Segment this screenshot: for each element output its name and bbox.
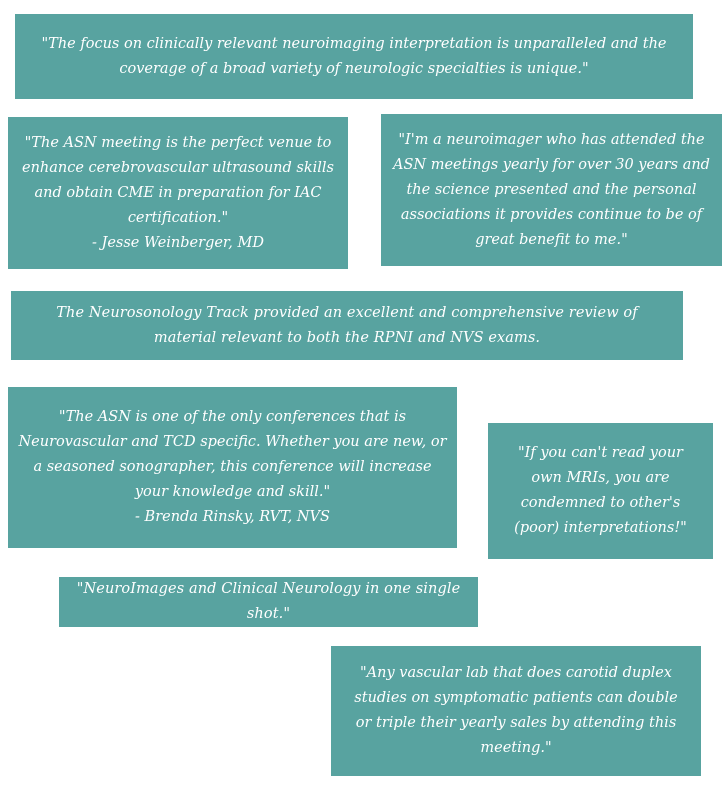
testimonial-author: - Jesse Weinberger, MD (92, 234, 264, 251)
testimonial-quote: "NeuroImages and Clinical Neurology in one single shot." (76, 581, 461, 622)
testimonial-quote: The Neurosonology Track provided an excellent and comprehensive review of material relevant to both the RPNI and NVS exams. (56, 304, 638, 346)
testimonial-card (15, 14, 693, 99)
testimonial-quote: "The ASN meeting is the perfect venue to enhance cerebrovascular ultrasound skills and obtain CME in preparation for IAC certification." (22, 134, 334, 226)
testimonial-card (8, 117, 348, 269)
testimonial-quote: "The focus on clinically relevant neuroimaging interpretation is unparalleled and the coverage of a broad variety of neurologic specialties is unique." (41, 35, 667, 77)
testimonial-card (331, 646, 701, 776)
testimonial-quote: "If you can't read your own MRIs, you are condemned to other's (poor) interpretations!" (514, 445, 687, 536)
testimonial-quote: "Any vascular lab that does carotid duplex studies on symptomatic patients can double or triple their yearly sales by attending this meeting." (354, 665, 678, 756)
testimonial-author: - Brenda Rinsky, RVT, NVS (135, 509, 330, 525)
testimonial-card (11, 291, 683, 360)
testimonial-card (381, 114, 722, 266)
testimonial-card (8, 387, 457, 548)
testimonial-card (59, 577, 478, 627)
testimonial-card (488, 423, 713, 559)
testimonial-quote: "I'm a neuroimager who has attended the ASN meetings yearly for over 30 years and the science presented and the personal associations it provides continue to be of great benefit to me." (393, 131, 710, 248)
testimonial-quote: "The ASN is one of the only conferences that is Neurovascular and TCD specific. Whether you are new, or a seasoned sonographer, this conference will increase your knowledge and skill." (18, 409, 447, 500)
